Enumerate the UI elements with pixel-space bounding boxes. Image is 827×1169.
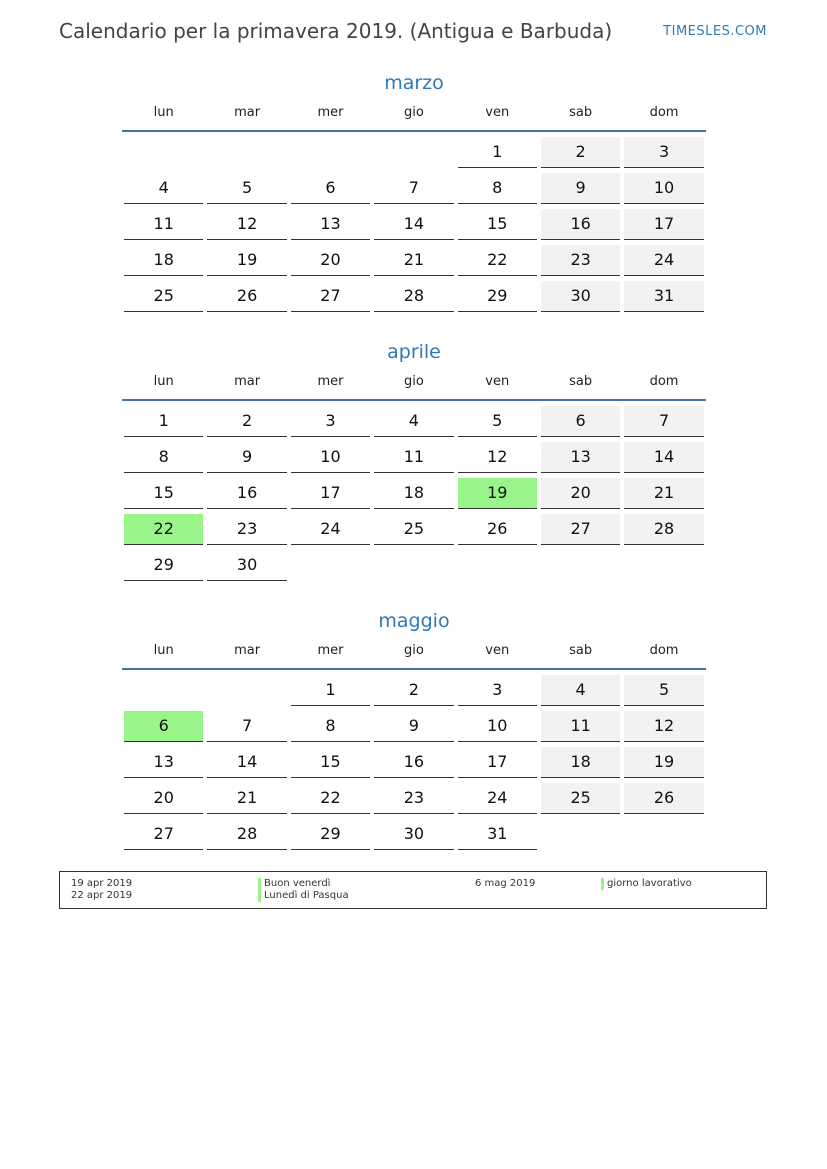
- day-cell: [205, 281, 288, 317]
- weekday-label: dom: [649, 105, 679, 120]
- weekday-label: sab: [569, 643, 593, 658]
- day-number: 6: [291, 173, 370, 204]
- day-cell: [539, 783, 622, 819]
- day-number: 11: [374, 442, 453, 473]
- day-cell: [289, 783, 372, 819]
- weekday-label: lun: [153, 643, 174, 658]
- day-number: 21: [624, 478, 703, 509]
- legend-name-3: giorno lavorativo: [601, 878, 692, 889]
- day-cell: [539, 245, 622, 281]
- day-cell: [622, 675, 705, 711]
- day-cell: [289, 281, 372, 317]
- holiday-day-cell: [456, 478, 539, 514]
- day-cell: [456, 281, 539, 317]
- day-cell: [622, 137, 705, 173]
- day-cell: [372, 514, 455, 550]
- empty-day-cell: [205, 675, 288, 711]
- day-number: 2: [207, 406, 286, 437]
- day-number: 10: [291, 442, 370, 473]
- day-number: 6: [541, 406, 620, 437]
- day-number: 22: [458, 245, 537, 276]
- day-cell: [205, 550, 288, 586]
- day-number: 21: [207, 783, 286, 814]
- weekday-label: dom: [649, 643, 679, 658]
- week-row: [122, 209, 706, 245]
- day-number: 31: [624, 281, 703, 312]
- day-cell: [205, 209, 288, 245]
- day-number: 9: [374, 711, 453, 742]
- day-number: 27: [124, 819, 203, 850]
- day-number: 11: [541, 711, 620, 742]
- day-cell: [205, 245, 288, 281]
- week-row: [122, 442, 706, 478]
- day-cell: [456, 209, 539, 245]
- day-cell: [539, 281, 622, 317]
- day-number: 7: [207, 711, 286, 742]
- day-number: 1: [124, 406, 203, 437]
- day-cell: [372, 675, 455, 711]
- day-number: 9: [207, 442, 286, 473]
- week-row: [122, 137, 706, 173]
- day-number: 3: [624, 137, 703, 168]
- weekday-label: gio: [403, 105, 424, 120]
- day-number: 8: [291, 711, 370, 742]
- week-row: [122, 747, 706, 783]
- weekday-label: ven: [485, 374, 510, 389]
- day-cell: [289, 173, 372, 209]
- day-number: 30: [207, 550, 286, 581]
- weekday-header: [122, 642, 706, 670]
- empty-day-cell: [289, 550, 372, 586]
- day-number: 18: [541, 747, 620, 778]
- day-number: 18: [124, 245, 203, 276]
- day-number: 26: [207, 281, 286, 312]
- day-number: 27: [541, 514, 620, 545]
- day-number: 30: [541, 281, 620, 312]
- day-cell: [456, 747, 539, 783]
- weekday-label: mar: [234, 374, 261, 389]
- day-number: 2: [541, 137, 620, 168]
- legend-name-1: Buon venerdì: [258, 878, 330, 889]
- day-number: 10: [458, 711, 537, 742]
- day-cell: [372, 406, 455, 442]
- day-cell: [289, 711, 372, 747]
- day-number: 8: [458, 173, 537, 204]
- day-number: 20: [291, 245, 370, 276]
- month-march: [122, 70, 706, 317]
- day-grid: [122, 675, 706, 855]
- day-number: 15: [124, 478, 203, 509]
- day-cell: [372, 281, 455, 317]
- day-cell: [622, 281, 705, 317]
- day-cell: [539, 711, 622, 747]
- day-cell: [122, 173, 205, 209]
- weekday-label: gio: [403, 643, 424, 658]
- day-cell: [289, 209, 372, 245]
- week-row: [122, 550, 706, 586]
- day-cell: [122, 442, 205, 478]
- week-row: [122, 281, 706, 317]
- day-cell: [289, 675, 372, 711]
- day-cell: [205, 747, 288, 783]
- day-cell: [122, 550, 205, 586]
- day-cell: [205, 406, 288, 442]
- day-number: 13: [541, 442, 620, 473]
- day-number: 5: [207, 173, 286, 204]
- day-cell: [622, 711, 705, 747]
- day-cell: [622, 209, 705, 245]
- week-row: [122, 819, 706, 855]
- holiday-legend: [59, 871, 767, 909]
- legend-date-1: 19 apr 2019: [71, 878, 133, 889]
- day-cell: [122, 747, 205, 783]
- empty-day-cell: [372, 137, 455, 173]
- weekday-label: sab: [569, 105, 593, 120]
- day-number: 24: [458, 783, 537, 814]
- day-cell: [289, 406, 372, 442]
- day-number: 15: [458, 209, 537, 240]
- day-cell: [205, 783, 288, 819]
- day-number: 5: [458, 406, 537, 437]
- day-number: 28: [374, 281, 453, 312]
- weekday-label: gio: [403, 374, 424, 389]
- weekday-label: dom: [649, 374, 679, 389]
- day-cell: [372, 711, 455, 747]
- week-row: [122, 478, 706, 514]
- day-cell: [289, 747, 372, 783]
- day-cell: [622, 245, 705, 281]
- weekday-label: mer: [317, 643, 344, 658]
- holiday-day-cell: [122, 711, 205, 747]
- month-name: marzo: [384, 72, 444, 94]
- legend-name-2: Lunedì di Pasqua: [258, 890, 349, 901]
- day-number: 29: [458, 281, 537, 312]
- day-cell: [456, 514, 539, 550]
- day-cell: [205, 819, 288, 855]
- day-cell: [372, 245, 455, 281]
- day-number: 4: [374, 406, 453, 437]
- day-cell: [622, 514, 705, 550]
- day-cell: [456, 711, 539, 747]
- day-number: 2: [374, 675, 453, 706]
- month-name: aprile: [387, 341, 441, 363]
- day-cell: [539, 442, 622, 478]
- day-cell: [622, 747, 705, 783]
- day-number: 1: [291, 675, 370, 706]
- week-row: [122, 783, 706, 819]
- page-title: Calendario per la primavera 2019. (Antigua e Barbuda): [59, 19, 613, 43]
- day-number: 23: [541, 245, 620, 276]
- day-cell: [622, 173, 705, 209]
- day-cell: [456, 137, 539, 173]
- day-cell: [205, 514, 288, 550]
- day-number: 17: [458, 747, 537, 778]
- day-number: 3: [458, 675, 537, 706]
- empty-day-cell: [539, 550, 622, 586]
- day-cell: [122, 478, 205, 514]
- day-number: 27: [291, 281, 370, 312]
- day-cell: [205, 173, 288, 209]
- weekday-label: mar: [234, 105, 261, 120]
- week-row: [122, 675, 706, 711]
- weekday-label: mer: [317, 374, 344, 389]
- day-grid: [122, 406, 706, 586]
- day-number: 9: [541, 173, 620, 204]
- day-number: 29: [291, 819, 370, 850]
- day-cell: [372, 819, 455, 855]
- day-cell: [122, 783, 205, 819]
- empty-day-cell: [205, 137, 288, 173]
- weekday-header: [122, 104, 706, 132]
- empty-day-cell: [622, 550, 705, 586]
- day-cell: [539, 747, 622, 783]
- day-number: 28: [207, 819, 286, 850]
- empty-day-cell: [539, 819, 622, 855]
- day-number: 17: [291, 478, 370, 509]
- day-number: 12: [624, 711, 703, 742]
- day-cell: [372, 747, 455, 783]
- day-number: 1: [458, 137, 537, 168]
- day-number: 15: [291, 747, 370, 778]
- day-number: 19: [624, 747, 703, 778]
- day-cell: [456, 173, 539, 209]
- weekday-label: mar: [234, 643, 261, 658]
- day-number: 3: [291, 406, 370, 437]
- day-number: 13: [291, 209, 370, 240]
- day-number: 29: [124, 550, 203, 581]
- brand-link[interactable]: TIMESLES.COM: [663, 24, 767, 39]
- day-cell: [289, 442, 372, 478]
- day-cell: [372, 442, 455, 478]
- day-cell: [122, 245, 205, 281]
- empty-day-cell: [622, 819, 705, 855]
- day-number: 17: [624, 209, 703, 240]
- empty-day-cell: [289, 137, 372, 173]
- day-number: 14: [624, 442, 703, 473]
- weekday-label: mer: [317, 105, 344, 120]
- weekday-label: lun: [153, 105, 174, 120]
- legend-date-2: 22 apr 2019: [71, 890, 133, 901]
- day-cell: [372, 783, 455, 819]
- weekday-label: ven: [485, 105, 510, 120]
- day-cell: [539, 514, 622, 550]
- day-cell: [456, 245, 539, 281]
- day-cell: [456, 675, 539, 711]
- day-number: 25: [374, 514, 453, 545]
- day-cell: [622, 442, 705, 478]
- day-cell: [372, 478, 455, 514]
- empty-day-cell: [372, 550, 455, 586]
- week-row: [122, 406, 706, 442]
- day-cell: [539, 209, 622, 245]
- day-number: 20: [541, 478, 620, 509]
- weekday-label: sab: [569, 374, 593, 389]
- legend-date-3: 6 mag 2019: [475, 878, 536, 889]
- day-cell: [205, 478, 288, 514]
- week-row: [122, 245, 706, 281]
- day-cell: [122, 281, 205, 317]
- day-number: 13: [124, 747, 203, 778]
- day-cell: [622, 406, 705, 442]
- day-number: 6: [124, 711, 203, 742]
- day-cell: [539, 137, 622, 173]
- day-cell: [622, 783, 705, 819]
- day-number: 19: [458, 478, 537, 509]
- day-cell: [372, 173, 455, 209]
- day-number: 24: [291, 514, 370, 545]
- day-cell: [289, 245, 372, 281]
- day-number: 28: [624, 514, 703, 545]
- day-number: 11: [124, 209, 203, 240]
- week-row: [122, 173, 706, 209]
- day-cell: [539, 173, 622, 209]
- day-number: 20: [124, 783, 203, 814]
- day-cell: [372, 209, 455, 245]
- day-cell: [539, 675, 622, 711]
- day-number: 26: [458, 514, 537, 545]
- day-number: 8: [124, 442, 203, 473]
- holiday-day-cell: [122, 514, 205, 550]
- week-row: [122, 514, 706, 550]
- day-number: 4: [541, 675, 620, 706]
- day-number: 23: [207, 514, 286, 545]
- day-number: 14: [374, 209, 453, 240]
- day-number: 7: [374, 173, 453, 204]
- day-number: 25: [124, 281, 203, 312]
- day-number: 12: [458, 442, 537, 473]
- weekday-header: [122, 373, 706, 401]
- day-number: 10: [624, 173, 703, 204]
- month-name: maggio: [378, 610, 450, 632]
- day-number: 12: [207, 209, 286, 240]
- day-cell: [289, 819, 372, 855]
- weekday-label: lun: [153, 374, 174, 389]
- day-cell: [539, 478, 622, 514]
- empty-day-cell: [122, 675, 205, 711]
- month-may: [122, 608, 706, 855]
- day-cell: [122, 209, 205, 245]
- week-row: [122, 711, 706, 747]
- day-grid: [122, 137, 706, 317]
- day-number: 30: [374, 819, 453, 850]
- day-cell: [456, 819, 539, 855]
- day-cell: [456, 442, 539, 478]
- empty-day-cell: [456, 550, 539, 586]
- day-number: 19: [207, 245, 286, 276]
- weekday-label: ven: [485, 643, 510, 658]
- day-number: 16: [207, 478, 286, 509]
- day-number: 22: [124, 514, 203, 545]
- day-cell: [289, 478, 372, 514]
- day-cell: [122, 819, 205, 855]
- day-cell: [456, 406, 539, 442]
- day-number: 26: [624, 783, 703, 814]
- day-number: 5: [624, 675, 703, 706]
- day-cell: [205, 711, 288, 747]
- day-number: 16: [374, 747, 453, 778]
- day-cell: [456, 783, 539, 819]
- day-number: 25: [541, 783, 620, 814]
- day-number: 21: [374, 245, 453, 276]
- day-cell: [205, 442, 288, 478]
- day-cell: [122, 406, 205, 442]
- day-cell: [539, 406, 622, 442]
- day-cell: [622, 478, 705, 514]
- day-number: 24: [624, 245, 703, 276]
- day-cell: [289, 514, 372, 550]
- day-number: 4: [124, 173, 203, 204]
- day-number: 31: [458, 819, 537, 850]
- day-number: 16: [541, 209, 620, 240]
- day-number: 22: [291, 783, 370, 814]
- day-number: 23: [374, 783, 453, 814]
- day-number: 14: [207, 747, 286, 778]
- month-april: [122, 339, 706, 586]
- day-number: 18: [374, 478, 453, 509]
- empty-day-cell: [122, 137, 205, 173]
- day-number: 7: [624, 406, 703, 437]
